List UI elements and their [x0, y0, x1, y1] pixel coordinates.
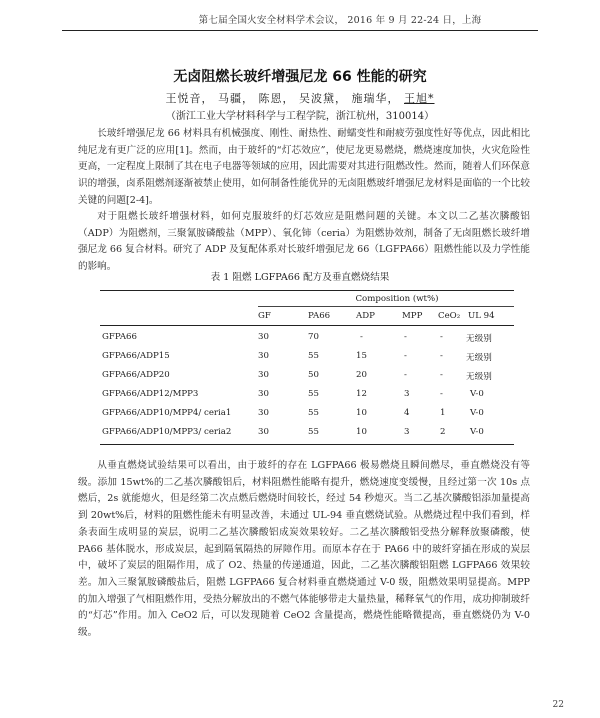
- table-cell: 55: [308, 389, 319, 399]
- table-bottom-rule: [100, 444, 514, 445]
- table-cell: 12: [356, 389, 367, 399]
- affiliation: （浙江工业大学材料科学与工程学院，浙江杭州，310014）: [165, 111, 435, 122]
- table-cell: 20: [356, 370, 367, 380]
- table-row-label: GFPA66/ADP12/MPP3: [102, 389, 199, 399]
- author-separator: ，: [201, 92, 214, 105]
- body-paragraph-methods: 对于阻燃长玻纤增强材料，如何克服玻纤的灯芯效应是阻燃问题的关键。本文以二乙基次膦酸铝（ADP）为阻燃剂，三聚氰胺磷酸盐（MPP）、氧化铈（ceria）为阻燃协效剂，制备了无卤阻燃长玻纤增强尼龙 66 复合材料。研究了 ADP 及复配体系对长玻纤增强尼龙 66（LGFPA66）阻燃性能以及力学性能的影响。: [78, 211, 530, 273]
- table-cell: V-0: [470, 389, 484, 399]
- author-separator: ，: [282, 92, 295, 105]
- author-separator: ，: [242, 92, 254, 105]
- body-paragraph-intro: 长玻纤增强尼龙 66 材料具有机械强度、刚性、耐热性、耐蠕变性和耐疲劳强度性好等优点，因此相比纯尼龙有更广泛的应用[1]。然而，由于玻纤的“灯芯效应”，使尼龙更易燃烧，燃烧速度加快，火灾危险性更高，一定程度上限制了其在电子电器等领域的应用，因此需要对其进行阻燃改性。然而，随着人们环保意识的增强，卤系阻燃剂逐渐被禁止使用，如何制备性能优异的无卤阻燃玻纤增强尼龙材料是面临的一个比较关键的问题[2-4]。: [78, 128, 530, 206]
- author-name: 施瑞华: [351, 92, 388, 105]
- table-cell: -: [440, 370, 443, 380]
- page-number: 22: [552, 700, 564, 710]
- table-cell: 30: [258, 370, 269, 380]
- author-name: 陈恩: [258, 92, 283, 105]
- table-cell: V-0: [470, 427, 484, 437]
- table-cell: 50: [308, 370, 319, 380]
- table-cell: -: [404, 351, 407, 361]
- table-cell: 无级别: [466, 334, 492, 344]
- table-row-label: GFPA66: [102, 332, 137, 342]
- table-cell: -: [404, 370, 407, 380]
- table-cell: V-0: [470, 408, 484, 418]
- table-column-header: CeO₂: [438, 311, 461, 321]
- table-cell: -: [440, 389, 443, 399]
- table-cell: 30: [258, 389, 269, 399]
- table-caption: 表 1 阻燃 LGFPA66 配方及垂直燃烧结果: [210, 272, 390, 283]
- table-group-header: Composition (wt%): [355, 294, 439, 304]
- table-row-label: GFPA66/ADP10/MPP4/ ceria1: [102, 408, 232, 418]
- table-column-header: UL 94: [468, 311, 495, 321]
- table-cell: -: [404, 332, 407, 342]
- table-cell: 10: [356, 408, 367, 418]
- table-top-rule: [100, 290, 514, 291]
- author-name: 吴波黛: [299, 92, 335, 105]
- table-cell: -: [360, 332, 363, 342]
- table-cell: 15: [356, 351, 367, 361]
- table-cell: 4: [404, 408, 410, 418]
- table-cell: 无级别: [466, 372, 492, 382]
- author-name: 马疆: [218, 92, 242, 105]
- table-row-label: GFPA66/ADP10/MPP3/ ceria2: [102, 427, 232, 437]
- table-cell: 70: [308, 332, 319, 342]
- header-rule: [62, 30, 538, 31]
- paper-title: 无卤阻燃长玻纤增强尼龙 66 性能的研究: [173, 69, 427, 85]
- table-cell: 2: [440, 427, 446, 437]
- corresponding-author-name: 王旭*: [404, 92, 435, 105]
- table-cell: 30: [258, 408, 269, 418]
- body-paragraph-results: 从垂直燃烧试验结果可以看出，由于玻纤的存在 LGFPA66 极易燃烧且瞬间燃尽，垂直燃烧没有等级。添加 15wt%的二乙基次膦酸铝后，材料阻燃性能略有提升，燃烧速度变缓慢，且经过第一次 10s 点燃后，2s 就能熄火，但是经第二次点燃后燃烧时间较长，经过 54 秒熄灭。当二乙基次膦酸铝添加量提高到 20wt%后，材料的阻燃性能未有明显改善，未通过 UL-94 垂直燃烧试验。从燃烧过程中我们看到，样条表面生成明显的炭层，说明二乙基次膦酸铝成炭效果较好。二乙基次膦酸铝受热分解释放聚磷酸，使 PA66 基体脱水，形成炭层，起到隔氧隔热的屏障作用。而原本存在于 PA66 中的玻纤穿插在形成的炭层中，破坏了炭层的阻隔作用，成了 O2、热量的传递通道，因此，二乙基次膦酸铝阻燃 LGFPA66 效果较差。加入三聚氰胺磷酸盐后，阻燃 LGFPA66 复合材料垂直燃烧通过 V-0 级，阻燃效果明显提高。MPP 的加入增强了气相阻燃作用，受热分解放出的不燃气体能够带走大量热量，稀释氧气的作用，成功抑制玻纤的“灯芯”作用。加入 CeO2 后，可以发现随着 CeO2 含量提高，燃烧性能略微提高，垂直燃烧仍为 V-0 级。: [78, 460, 530, 639]
- table-cell: 无级别: [466, 353, 492, 363]
- table-cell: -: [440, 351, 443, 361]
- table-column-header: GF: [258, 311, 271, 321]
- composition-table: [100, 290, 514, 446]
- table-cell: 55: [308, 427, 319, 437]
- author-separator: ，: [335, 92, 347, 105]
- table-cell: 3: [404, 389, 410, 399]
- table-cell: 3: [404, 427, 410, 437]
- table-cell: 55: [308, 408, 319, 418]
- table-cell: 30: [258, 332, 269, 342]
- table-cell: 30: [258, 427, 269, 437]
- table-cell: 10: [356, 427, 367, 437]
- table-row-label: GFPA66/ADP20: [102, 370, 170, 380]
- author-separator: ，: [387, 92, 400, 105]
- table-cell: 55: [308, 351, 319, 361]
- table-column-header: MPP: [402, 311, 423, 321]
- table-cell: 1: [440, 408, 446, 418]
- table-cell: -: [440, 332, 443, 342]
- table-row-label: GFPA66/ADP15: [102, 351, 170, 361]
- table-column-header: ADP: [356, 311, 375, 321]
- table-group-rule: [258, 306, 514, 307]
- table-column-header: PA66: [308, 311, 331, 321]
- author-list: [60, 90, 540, 106]
- table-cell: 30: [258, 351, 269, 361]
- table-header-rule: [100, 325, 514, 326]
- running-head: 第七届全国火安全材料学术会议， 2016 年 9 月 22-24 日，上海: [198, 15, 482, 26]
- author-name: 王悦音: [165, 92, 202, 105]
